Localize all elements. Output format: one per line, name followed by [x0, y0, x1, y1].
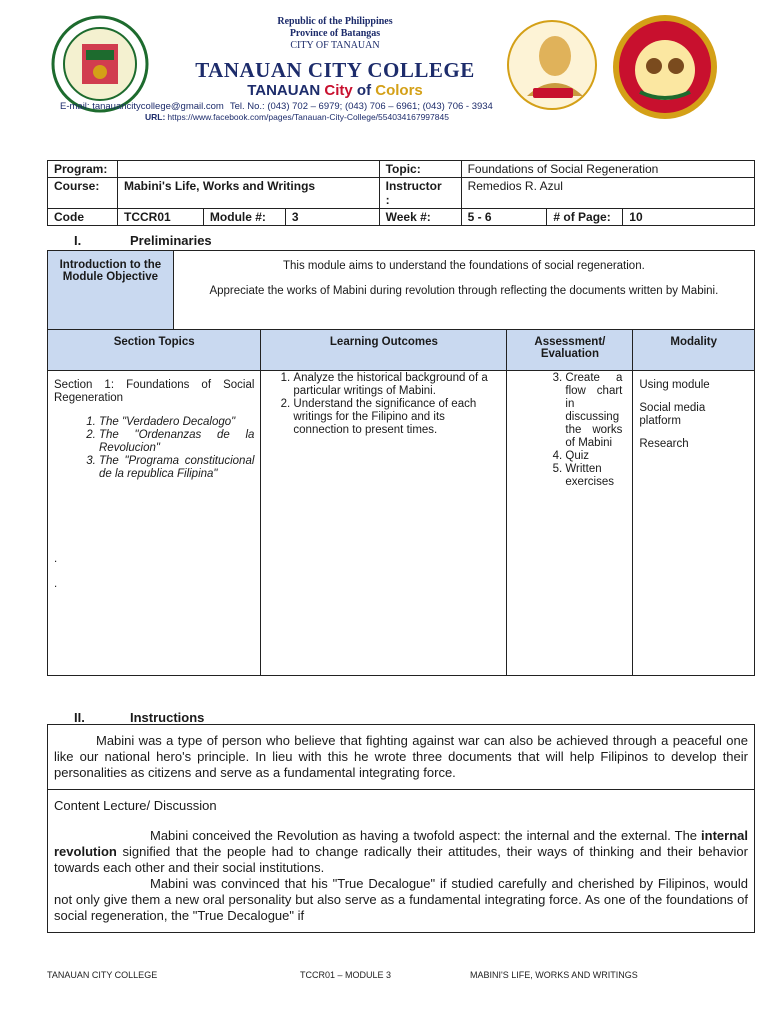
info-row-course — [48, 178, 755, 209]
col-assessment: Assessment/ Evaluation — [507, 330, 633, 371]
college-name: TANAUAN CITY COLLEGE — [195, 58, 475, 82]
stray-dot-1: . — [54, 553, 58, 565]
instructions-heading — [74, 710, 204, 725]
pages-label: # of Page: — [547, 209, 623, 226]
footer-course: MABINI'S LIFE, WORKS AND WRITINGS — [470, 970, 638, 980]
instructions-number: II. — [74, 710, 85, 725]
preliminaries-title: Preliminaries — [130, 233, 212, 248]
week-value: 5 - 6 — [461, 209, 547, 226]
instructions-title: Instructions — [130, 710, 205, 725]
gov-line-province: Province of Batangas — [289, 28, 381, 39]
internal-revolution-term: internal revolution — [54, 828, 748, 859]
url-label: URL: — [145, 112, 166, 122]
module-value: 3 — [285, 209, 379, 226]
lecture-title: Content Lecture/ Discussion — [54, 798, 217, 813]
assessment-cell — [507, 371, 633, 676]
intro-label: Introduction to the Module Objective — [48, 251, 174, 330]
outcomes-list — [267, 372, 500, 437]
facebook-url[interactable]: https://www.facebook.com/pages/Tanauan-City-College/554034167997845 — [167, 112, 449, 122]
topic-label: Topic: — [379, 161, 461, 178]
course-value: Mabini's Life, Works and Writings — [117, 178, 379, 209]
list-item: 1. Analyze the historical background of a particular writings of Mabini. — [293, 372, 500, 398]
intro-row — [48, 251, 755, 330]
list-item: 1. The "Verdadero Decalogo" — [99, 416, 254, 429]
list-item: 2. The "Ordenanzas de la Revolucion" — [99, 429, 254, 455]
list-item: 3. The "Programa constitucional de la republica Filipina" — [99, 455, 254, 481]
modality-item: Social media platform — [639, 402, 706, 427]
contact-email[interactable]: E-mail: tanauancitycollege@gmail.com — [60, 101, 224, 112]
content-row — [48, 371, 755, 676]
lecture-paragraph-1 — [54, 828, 748, 876]
instructions-intro-cell — [48, 725, 755, 790]
column-header-row — [48, 330, 755, 371]
instructions-intro: Mabini was a type of person who believe that fighting against war can also be achieved through a peaceful one like our national hero's principle. In lieu with this he wrote three documents that will help Filipinos to develop their personalities as citizens and serve as a fundamental integrating force. — [54, 733, 748, 780]
instructions-intro-row — [48, 725, 755, 790]
contact-telephone: Tel. No.: (043) 702 – 6979; (043) 706 – 6961; (043) 706 - 3934 — [229, 101, 493, 112]
pages-value: 10 — [623, 209, 755, 226]
modality-item: Using module — [639, 379, 710, 391]
preliminaries-table — [47, 250, 755, 676]
lecture-para1-b: signified that the people had to change radically their attitudes, their ways of thinking and their behavior towards each other and their social institutions. — [54, 844, 748, 875]
lecture-para1-a: Mabini conceived the Revolution as having a twofold aspect: the internal and the external. The — [150, 828, 702, 843]
module-label: Module #: — [203, 209, 285, 226]
stray-dot-2: . — [54, 578, 58, 590]
tagline-part-a: TANAUAN — [247, 82, 325, 99]
topics-list — [54, 416, 254, 481]
tagline-part-d: Colors — [375, 82, 423, 99]
week-label: Week #: — [379, 209, 461, 226]
preliminaries-heading — [74, 233, 212, 248]
footer-module: TCCR01 – MODULE 3 — [300, 970, 392, 980]
list-item: 3. Create a flow chart in discussing the works of Mabini — [565, 372, 626, 450]
col-learning-outcomes: Learning Outcomes — [261, 330, 507, 371]
gov-line-republic: Republic of the Philippines — [277, 16, 393, 27]
lecture-paragraph-2: Mabini was convinced that his "True Decalogue" if studied carefully and cherished by Filipinos, would not only give them a new oral personality but also serve as a fundamental integrating force. As one of the foundations of social regeneration, the "True Decalogue" if — [54, 876, 748, 923]
section-topics-cell — [48, 371, 261, 676]
intro-paragraph-2: Appreciate the works of Mabini during revolution through reflecting the documents written by Mabini. — [209, 285, 719, 297]
college-tagline — [160, 82, 510, 99]
topic-value: Foundations of Social Regeneration — [461, 161, 754, 178]
col-modality: Modality — [633, 330, 755, 371]
section-title: Section 1: Foundations of Social Regeneration — [54, 379, 255, 404]
tagline-part-b: City — [324, 82, 353, 99]
lungsod-ng-tanauan-seal — [50, 14, 150, 114]
tanauan-city-college-seal — [610, 12, 720, 122]
code-value: TCCR01 — [117, 209, 203, 226]
modality-item: Research — [639, 438, 689, 450]
course-label: Course: — [48, 178, 118, 209]
tagline-part-c: of — [352, 82, 376, 99]
instructions-table — [47, 724, 755, 933]
modality-cell — [633, 371, 755, 676]
preliminaries-number: I. — [74, 233, 82, 248]
intro-objective — [173, 251, 754, 330]
lecture-row — [48, 790, 755, 933]
gov-line-city: CITY OF TANAUAN — [290, 40, 380, 51]
instructor-label — [379, 178, 461, 209]
list-item: 5. Written exercises — [565, 463, 626, 489]
list-item: 4. Quiz — [565, 450, 626, 463]
assessment-list — [513, 372, 626, 489]
instructor-value: Remedios R. Azul — [461, 178, 754, 209]
learning-outcomes-cell — [261, 371, 507, 676]
code-label: Code — [48, 209, 118, 226]
course-info-table — [47, 160, 755, 226]
program-value — [117, 161, 379, 178]
url-line — [145, 112, 449, 122]
intro-paragraph-1: This module aims to understand the foundations of social regeneration. — [282, 260, 645, 272]
col-section-topics: Section Topics — [48, 330, 261, 371]
footer-college: TANAUAN CITY COLLEGE — [47, 970, 158, 980]
info-row-program — [48, 161, 755, 178]
contact-line — [60, 101, 493, 112]
instructor-label-colon: : — [385, 193, 390, 207]
info-row-code — [48, 209, 755, 226]
list-item: 2. Understand the significance of each writings for the Filipino and its connection to present times. — [293, 398, 500, 437]
mabini-portrait-seal — [505, 18, 600, 113]
program-label: Program: — [48, 161, 118, 178]
instructor-label-text: Instructor — [385, 179, 442, 193]
lecture-cell — [48, 790, 755, 933]
